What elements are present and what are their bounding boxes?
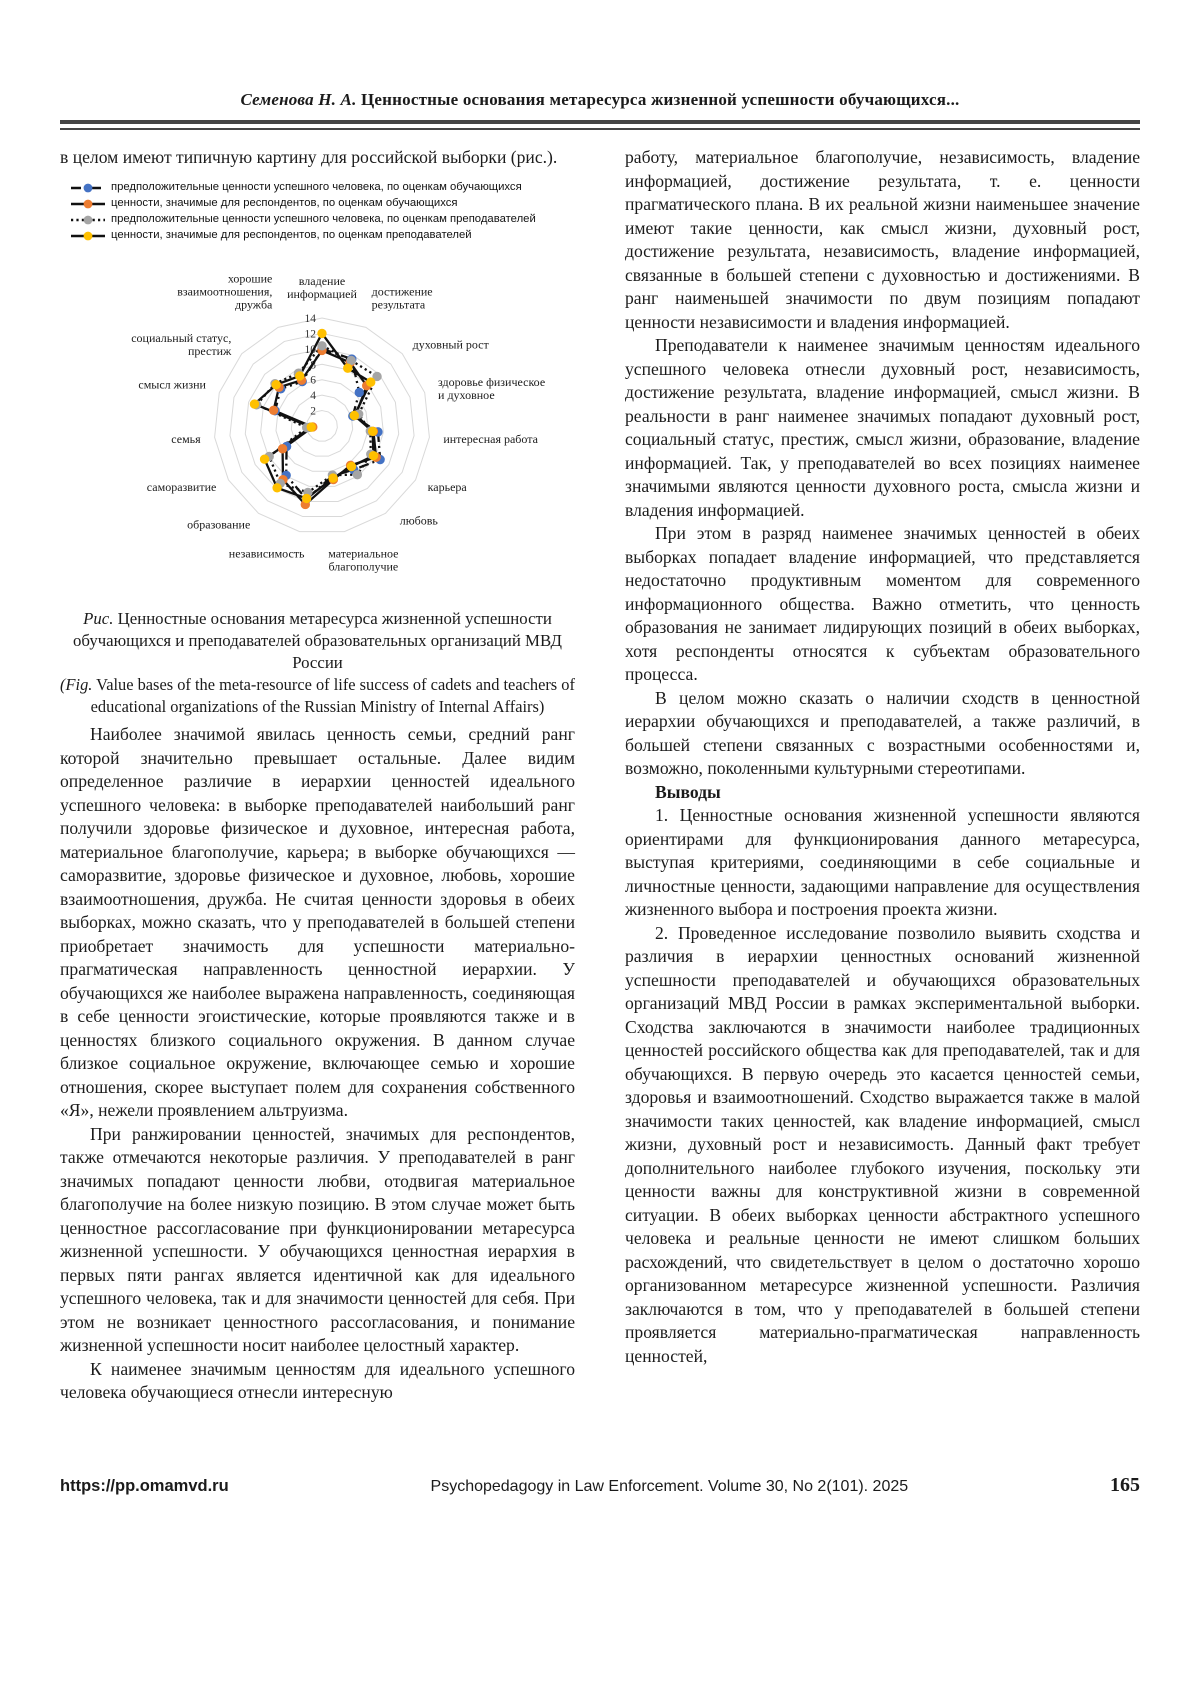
legend-marker-icon <box>70 214 106 226</box>
svg-text:карьера: карьера <box>427 479 467 494</box>
svg-text:любовь: любовь <box>399 513 438 528</box>
svg-text:хорошиевзаимоотношения,дружба: хорошие взаимоотношения, дружба <box>177 271 273 312</box>
right-column-text <box>625 146 1140 1368</box>
page-header <box>60 90 1140 110</box>
legend-marker-icon <box>70 230 106 242</box>
svg-text:смысл жизни: смысл жизни <box>138 376 206 391</box>
chart-legend <box>70 180 575 244</box>
svg-text:8: 8 <box>310 358 316 371</box>
figure-caption-ru: Рис. Ценностные основания метаресурса жизненной успешности обучающихся и преподавателей образовательных организаций МВД России <box>73 609 562 672</box>
legend-marker-icon <box>70 198 106 210</box>
two-column-layout <box>60 146 1140 1405</box>
figure-caption-en-label: (Fig. <box>60 675 93 694</box>
figure-caption-en: (Fig. Value bases of the meta-resource of life success of cadets and teachers of educational organizations of the Russian Ministry of Internal Affairs) <box>60 675 575 716</box>
left-column <box>60 146 575 1405</box>
svg-text:духовный рост: духовный рост <box>412 336 489 351</box>
paragraph: 2. Проведенное исследование позволило выявить сходства и различия в иерархии ценностных оснований жизненной успешности преподавателей и обучающихся образовательных организаций МВД России в рамках экспериментальной выборки. Сходства заключаются в значимости наиболее традиционных ценностей российского общества как для преподавателей, так и для обучающихся. В первую очередь это касается ценностей семьи, здоровья и взаимоотношений. Сходство выражается также в малой значимости таких ценностей, как владение информацией, смысл жизни, духовный рост и независимость. Данный факт требует дополнительного наиболее глубокого изучения, поскольку эти ценности важны для конструктивной жизни в современной ситуации. В обеих выборках ценности абстрактного успешного человека и реальные ценности не имеют слишком больших расхождений, что свидетельствует в целом о достаточно хорошо организованном метаресурсе жизненной успешности. Различия заключаются в том, что у преподавателей в большей степени проявляется материально-прагматическая направленность ценностей, <box>625 922 1140 1366</box>
svg-text:здоровье физическоеи духовное: здоровье физическое и духовное <box>438 374 546 402</box>
paragraph: Наиболее значимой явилась ценность семьи, средний ранг которой значительно превышает остальные. Далее видим определенное различие в иерархии ценностей идеального успешного человека: в выборке преподавателей наибольший ранг получили здоровье физическое и духовное, интересная работа, материальное благополучие, карьера; в выборке обучающихся — саморазвитие, здоровье физическое и духовное, любовь, хорошие взаимоотношения, дружба. Не считая ценности здоровья в обеих выборках, можно сказать, что у преподавателей в большей степени приобретает значимость для успешности материально-прагматическая направленность ценностной иерархии. У обучающихся же наиболее выражена направленность, соединяющая в себе ценности эгоистические, которые проявляются также и в ценностях близкого социального окружения. В данном случае близкое социальное окружение, включающее семью и хорошие отношения, скорее выступает полем для сохранения собственного «Я», нежели проявлением альтруизма. <box>60 724 575 1120</box>
svg-text:семья: семья <box>171 431 201 446</box>
svg-text:саморазвитие: саморазвитие <box>146 479 217 494</box>
legend-label: предположительные ценности успешного человека, по оценкам преподавателей <box>111 212 536 225</box>
paragraph: При этом в разряд наименее значимых ценностей в обеих выборках попадает владение информацией, что представляется недостаточно продуктивным моментом для современного информационного общества. Важно отметить, что ценность образования не занимает лидирующих позиций в обеих выборках, хотя респонденты относятся к субъектам образовательного процесса. <box>625 523 1140 684</box>
paragraph: Выводы <box>655 781 721 802</box>
svg-text:образование: образование <box>187 517 251 532</box>
paragraph: В целом можно сказать о наличии сходств в ценностной иерархии обучающихся и преподавателей, а также различий, в большей степени связанных с возрастными особенностями и, возможно, поколенными культурными стереотипами. <box>625 687 1140 778</box>
header-title: Ценностные основания метаресурса жизненной успешности обучающихся... <box>356 90 960 109</box>
radar-chart-svg <box>60 246 575 598</box>
svg-text:6: 6 <box>310 374 316 387</box>
svg-text:независимость: независимость <box>228 545 305 560</box>
legend-label: предположительные ценности успешного человека, по оценкам обучающихся <box>111 180 522 193</box>
paragraph: работу, материальное благополучие, независимость, владение информацией, достижение результата, т. е. ценности прагматического плана. В их реальной жизни наименьшее значение имеют такие ценности, как смысл жизни, духовный рост, достижение результата, независимость, владение информацией, связанные в большей степени с духовностью и достижениями. В ранг наименьшей значимости по двум позициям попадают ценности независимости и владения информацией. <box>625 147 1140 332</box>
page-footer <box>60 1474 1140 1497</box>
page-number: 165 <box>1110 1474 1140 1496</box>
svg-text:2: 2 <box>310 405 316 418</box>
journal-url[interactable]: https://pp.omamvd.ru <box>60 1477 229 1495</box>
journal-reference: Psychopedagogy in Law Enforcement. Volume 30, No 2(101). 2025 <box>430 1478 909 1495</box>
header-divider <box>60 120 1140 130</box>
legend-label: ценности, значимые для респондентов, по оценкам обучающихся <box>111 196 458 209</box>
svg-text:владениеинформацией: владение информацией <box>287 273 357 301</box>
svg-text:10: 10 <box>304 343 316 356</box>
svg-text:4: 4 <box>310 389 316 402</box>
legend-marker-icon <box>70 182 106 194</box>
paragraph: К наименее значимым ценностям для идеального успешного человека обучающиеся отнесли интересную <box>60 1358 575 1402</box>
header-author: Семенова Н. А. <box>240 90 357 109</box>
left-column-text <box>60 723 575 1405</box>
svg-text:материальноеблагополучие: материальное благополучие <box>328 545 399 573</box>
svg-text:достижениерезультата: достижение результата <box>371 284 433 312</box>
paragraph: Преподаватели к наименее значимым ценностям идеального успешного человека отнесли духовный рост, независимость, достижение результата, владение информацией, смысл жизни. В реальности в ранг наименее значимых попадают духовный рост, социальный статус, престиж, смысл жизни, образование, владение информацией. Так, у преподавателей во всех позициях наименее значимыми являются ценности духовного роста, смысла жизни и владения информацией. <box>625 335 1140 520</box>
radar-chart <box>60 246 575 605</box>
svg-text:12: 12 <box>304 327 316 340</box>
paragraph: При ранжировании ценностей, значимых для респондентов, также отмечаются некоторые различия. У преподавателей в ранг значимых попадают ценности любви, отодвигая материальное благополучие на более низкую позицию. В этом случае может быть ценностное рассогласование при функционировании метаресурса жизненной успешности. У обучающихся ценностная иерархия в первых пяти рангах является идентичной как для идеального успешного человека, так и для значимости ценностей для себя. При этом не возникает ценностного рассогласования, и понимание жизненной успешности носит наиболее целостный характер. <box>60 1123 575 1355</box>
figure-caption-ru-label: Рис. <box>83 609 114 628</box>
svg-text:14: 14 <box>304 312 316 325</box>
svg-text:интересная работа: интересная работа <box>443 431 538 446</box>
svg-text:социальный статус,престиж: социальный статус, престиж <box>131 330 232 358</box>
right-column <box>625 146 1140 1405</box>
paragraph: 1. Ценностные основания жизненной успешности являются ориентирами для функционирования данного метаресурса, выступая критериями, соединяющими в себе социальные и личностные ценности, задающими направление для осуществления жизненного выбора и построения проекта жизни. <box>625 805 1140 919</box>
legend-label: ценности, значимые для респондентов, по оценкам преподавателей <box>111 228 472 241</box>
intro-paragraph: в целом имеют типичную картину для российской выборки (рис.). <box>60 147 558 167</box>
